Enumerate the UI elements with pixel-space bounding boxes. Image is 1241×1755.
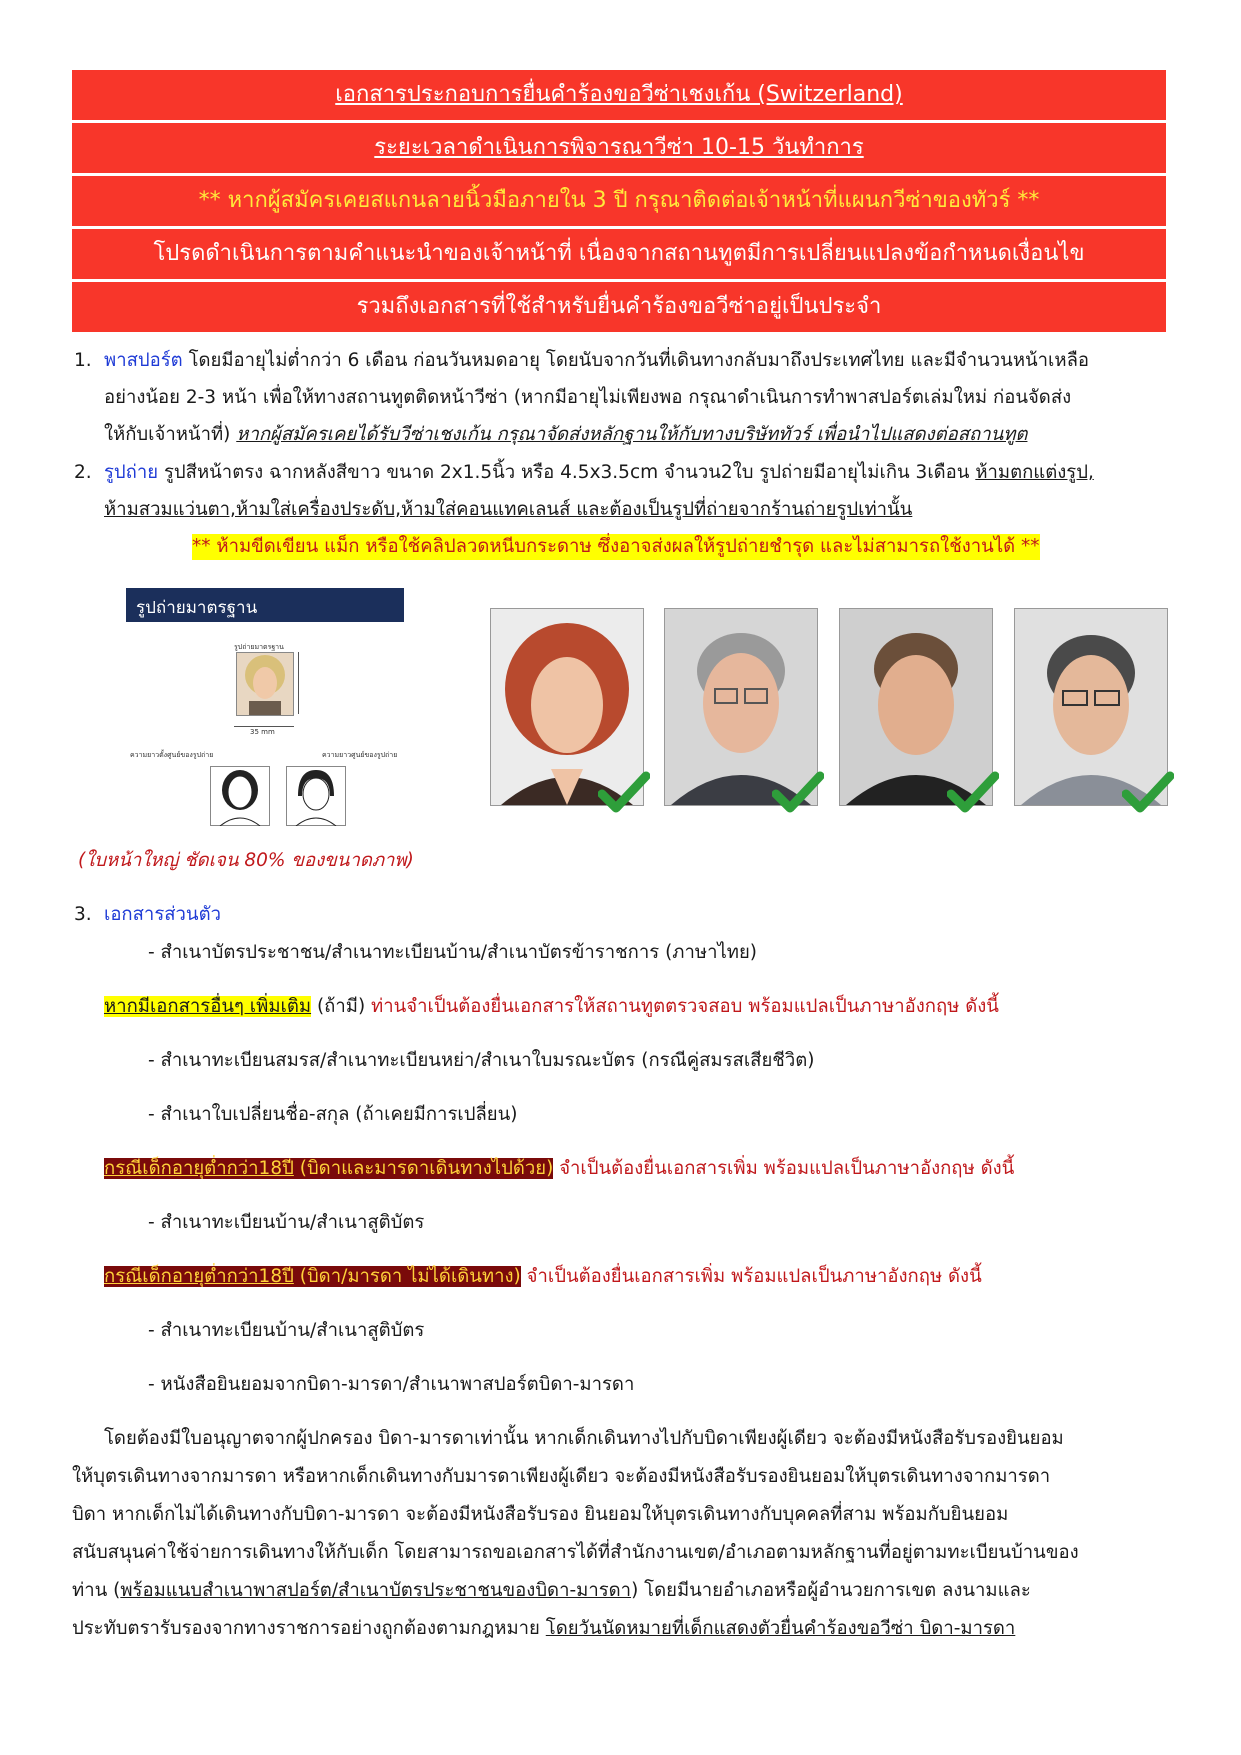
item2-warning: ** ห้ามขีดเขียน แม็ก หรือใช้คลิปลวดหนีบกระดาษ ซึ่งอาจส่งผลให้รูปถ่ายชำรุด และไม่สามารถใช้งานได้ ** [192,534,1040,560]
diagram-head-outline-left [210,766,270,826]
item1-number: 1. [74,350,92,371]
check-icon [772,770,824,814]
item2-line1: รูปถ่าย รูปสีหน้าตรง ฉากหลังสีขาว ขนาด 2x1.5นิ้ว หรือ 4.5x3.5cm จำนวน2ใบ รูปถ่ายมีอายุไม่เกิน 3เดือน ห้ามตกแต่งรูป, [104,462,1094,483]
banner-fingerprint-notice: ** หากผู้สมัครเคยสแกนลายนิ้วมือภายใน 3 ปี กรุณาติดต่อเจ้าหน้าที่แผนกวีซ่าของทัวร์ ** [72,176,1166,226]
item3-doc-consent: - หนังสือยินยอมจากบิดา-มารดา/สำเนาพาสปอร์ตบิดา-มารดา [148,1374,635,1395]
item3-title: เอกสารส่วนตัว [104,904,221,925]
para-line3: บิดา หากเด็กไม่ได้เดินทางกับบิดา-มารดา จะต้องมีหนังสือรับรอง ยินยอมให้บุตรเดินทางกับบุคคลที่สาม พร้อมกับยินยอม [72,1504,1009,1525]
diagram-right-label: ความยาวศูนย์ของรูปถ่าย [322,751,398,759]
diagram-dim-line [234,726,294,727]
para-line5: ท่าน (พร้อมแนบสำเนาพาสปอร์ต/สำเนาบัตรประชาชนของบิดา-มารดา) โดยมีนายอำเภอหรือผู้อำนวยการเขต ลงนามและ [72,1580,1031,1601]
diagram-head-outline-right [286,766,346,826]
item3-doc-house-birth-1: - สำเนาทะเบียนบ้าน/สำเนาสูติบัตร [148,1212,425,1233]
item1-line1: พาสปอร์ต โดยมีอายุไม่ต่ำกว่า 6 เดือน ก่อนวันหมดอายุ โดยนับจากวันที่เดินทางกลับมาถึงประเทศไทย และมีจำนวนหน้าเหลือ [104,350,1090,371]
banner-documents: รวมถึงเอกสารที่ใช้สำหรับยื่นคำร้องขอวีซ่าอยู่เป็นประจำ [72,282,1166,332]
item1-line2: อย่างน้อย 2-3 หน้า เพื่อให้ทางสถานทูตติดหน้าวีซ่า (หากมีอายุไม่เพียงพอ กรุณาดำเนินการทำพาสปอร์ตเล่มใหม่ ก่อนจัดส่ง [104,387,1072,408]
item3-doc-namechange: - สำเนาใบเปลี่ยนชื่อ-สกุล (ถ้าเคยมีการเปลี่ยน) [148,1104,518,1125]
standard-photo-diagram [126,588,406,828]
banner-title: เอกสารประกอบการยื่นคำร้องขอวีซ่าเชงเก้น (Switzerland) [72,70,1166,120]
item2-title: รูปถ่าย [104,462,159,483]
diagram-header [126,588,404,622]
photo-note: (ใบหน้าใหญ่ ชัดเจน 80% ของขนาดภาพ) [78,850,414,871]
para-line2: ให้บุตรเดินทางจากมารดา หรือหากเด็กเดินทางกับมารดาเพียงผู้เดียว จะต้องมีหนังสือรับรองยินยอมให้บุตรเดินทางจากมารดา [72,1466,1051,1487]
item3-case-minor-notravel: กรณีเด็กอายุต่ำกว่า18ปี (บิดา/มารดา ไม่ได้เดินทาง) จำเป็นต้องยื่นเอกสารเพิ่ม พร้อมแปลเป็นภาษาอังกฤษ ดังนี้ [104,1266,982,1287]
item2-number: 2. [74,462,92,483]
banner-instructions: โปรดดำเนินการตามคำแนะนำของเจ้าหน้าที่ เนื่องจากสถานทูตมีการเปลี่ยนแปลงข้อกำหนดเงื่อนไข [72,229,1166,279]
para-line1: โดยต้องมีใบอนุญาตจากผู้ปกครอง บิดา-มารดาเท่านั้น หากเด็กเดินทางไปกับบิดาเพียงผู้เดียว จะต้องมีหนังสือรับรองยินยอม [104,1428,1064,1449]
diagram-height-line [298,652,299,714]
item3-extra-docs: หากมีเอกสารอื่นๆ เพิ่มเติม (ถ้ามี) ท่านจำเป็นต้องยื่นเอกสารให้สถานทูตตรวจสอบ พร้อมแปลเป็นภาษาอังกฤษ ดังนี้ [104,996,999,1017]
diagram-sample-photo [236,652,294,716]
item3-case-minor-both: กรณีเด็กอายุต่ำกว่า18ปี (บิดาและมารดาเดินทางไปด้วย) จำเป็นต้องยื่นเอกสารเพิ่ม พร้อมแปลเป็นภาษาอังกฤษ ดังนี้ [104,1158,1015,1179]
diagram-dim-label: 35 mm [250,728,275,736]
item3-number: 3. [74,904,92,925]
para-line6: ประทับตรารับรองจากทางราชการอย่างถูกต้องตามกฎหมาย โดยวันนัดหมายที่เด็กแสดงตัวยื่นคำร้องขอวีซ่า บิดา-มารดา [72,1618,1016,1639]
banner-processing-time: ระยะเวลาดำเนินการพิจารณาวีซ่า 10-15 วันทำการ [72,123,1166,173]
item1-title: พาสปอร์ต [104,350,183,371]
diagram-title: รูปถ่ายมาตรฐาน [136,598,258,618]
item2-line2: ห้ามสวมแว่นตา,ห้ามใส่เครื่องประดับ,ห้ามใส่คอนแทคเลนส์ และต้องเป็นรูปที่ถ่ายจากร้านถ่ายรูปเท่านั้น [104,499,913,520]
item1-line3: ให้กับเจ้าหน้าที่) หากผู้สมัครเคยได้รับวีซ่าเชงเก้น กรุณาจัดส่งหลักฐานให้กับทางบริษัททัวร์ เพื่อนำไปแสดงต่อสถานทูต [104,424,1028,445]
item3-doc-house-birth-2: - สำเนาทะเบียนบ้าน/สำเนาสูติบัตร [148,1320,425,1341]
check-icon [1122,770,1174,814]
diagram-photo-caption: รูปถ่ายมาตรฐาน [234,643,284,651]
item3-doc-idcard: - สำเนาบัตรประชาชน/สำเนาทะเบียนบ้าน/สำเนาบัตรข้าราชการ (ภาษาไทย) [148,942,758,963]
diagram-left-label: ความยาวตั้งศูนย์ของรูปถ่าย [130,751,214,759]
item3-doc-marriage: - สำเนาทะเบียนสมรส/สำเนาทะเบียนหย่า/สำเนาใบมรณะบัตร (กรณีคู่สมรสเสียชีวิต) [148,1050,815,1071]
check-icon [598,770,650,814]
para-line4: สนับสนุนค่าใช้จ่ายการเดินทางให้กับเด็ก โดยสามารถขอเอกสารได้ที่สำนักงานเขต/อำเภอตามหลักฐานที่อยู่ตามทะเบียนบ้านของ [72,1542,1079,1563]
check-icon [947,770,999,814]
